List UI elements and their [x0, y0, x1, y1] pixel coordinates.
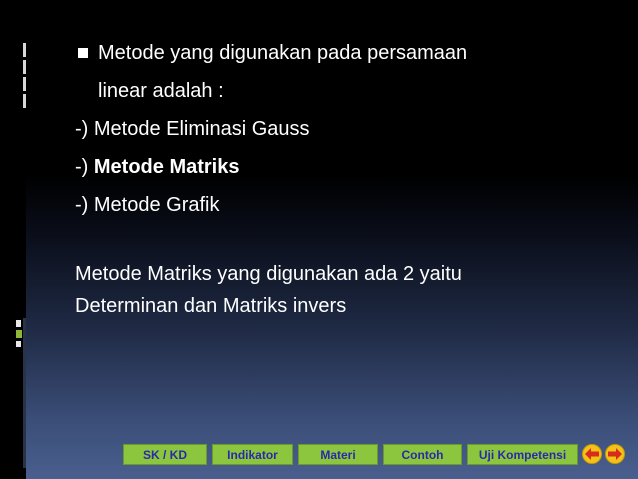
decor-block	[23, 94, 26, 108]
decor-block	[16, 341, 21, 347]
body-line: -) Metode Eliminasi Gauss	[75, 118, 310, 140]
decor-block	[23, 318, 26, 468]
decor-block	[23, 77, 26, 91]
body-line: Metode yang digunakan pada persamaan	[98, 42, 468, 64]
bullet-square	[78, 48, 88, 58]
prev-button[interactable]	[582, 444, 602, 464]
decor-block	[16, 330, 22, 338]
nav-button-materi[interactable]: Materi	[298, 444, 378, 465]
body-line-prefix: -)	[75, 156, 94, 178]
nav-button-contoh[interactable]: Contoh	[383, 444, 462, 465]
right-arrow-icon	[608, 448, 622, 460]
body-line: Determinan dan Matriks invers	[75, 295, 347, 317]
body-line: -) Metode Grafik	[75, 194, 220, 216]
nav-button-indikator[interactable]: Indikator	[212, 444, 293, 465]
body-line: Metode Matriks yang digunakan ada 2 yaitu	[75, 263, 462, 285]
decor-block	[23, 60, 26, 74]
nav-button-uji-kompetensi[interactable]: Uji Kompetensi	[467, 444, 578, 465]
body-line: linear adalah :	[98, 80, 224, 102]
decor-block	[16, 320, 21, 327]
body-line	[75, 155, 239, 179]
body-line-emphasis: Metode Matriks	[93, 156, 240, 178]
decor-block	[23, 43, 26, 57]
next-button[interactable]	[605, 444, 625, 464]
nav-button-sk-kd[interactable]: SK / KD	[123, 444, 207, 465]
left-arrow-icon	[585, 448, 599, 460]
